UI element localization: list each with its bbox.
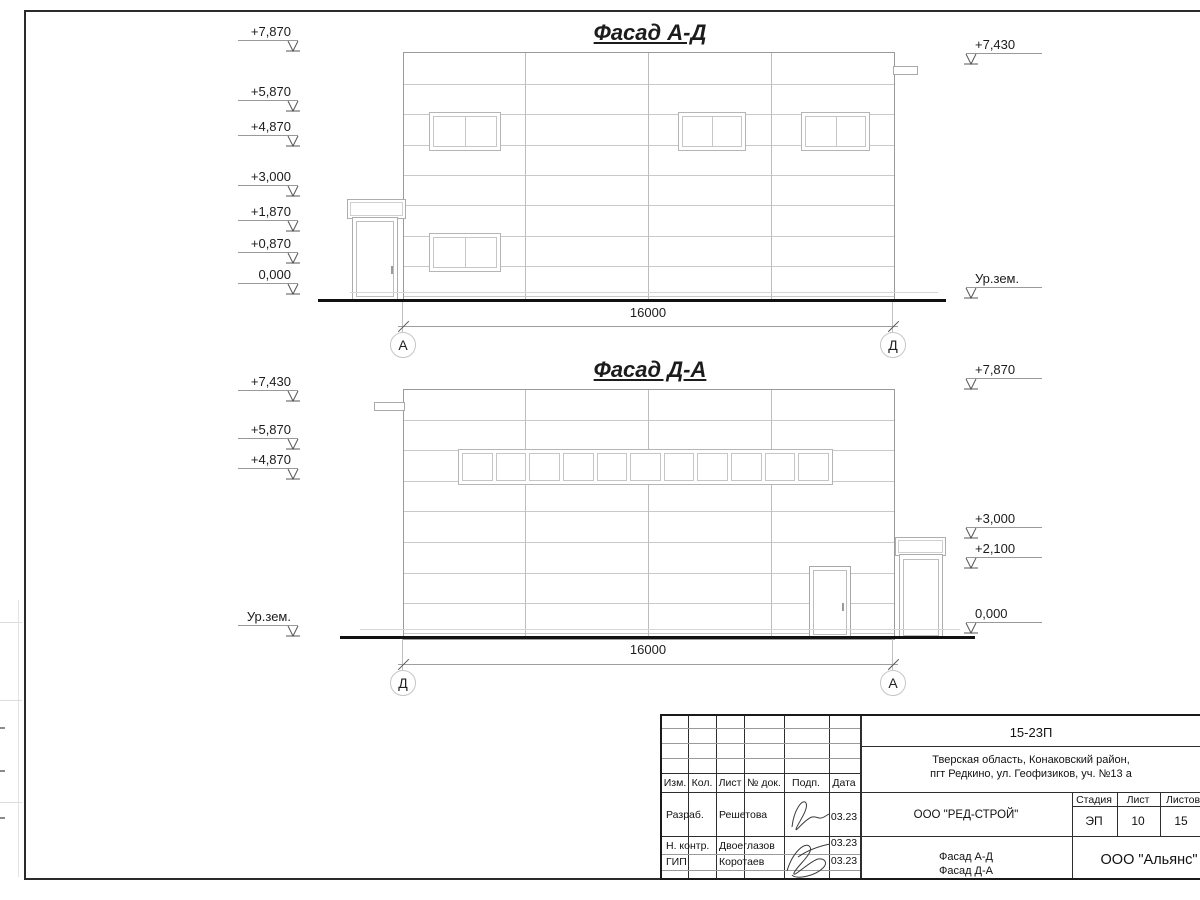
elevation-mark	[238, 268, 298, 284]
elevation-arrow-icon	[285, 390, 301, 403]
panel-joint	[525, 53, 526, 300]
ribbon-window-pane	[765, 453, 796, 481]
tb-col-list: Лист	[718, 777, 742, 789]
elevation-value: +7,870	[966, 363, 1042, 379]
elevation-mark	[238, 375, 298, 391]
facade-top-title: Фасад А-Д	[593, 20, 707, 45]
elevation-mark	[238, 610, 298, 626]
drain-pipe	[893, 66, 918, 75]
tb-col-podp: Подп.	[792, 777, 820, 789]
porch-door	[356, 221, 394, 297]
tb-org-customer: ООО "РЕД-СТРОЙ"	[913, 809, 1019, 821]
elevation-arrow-icon	[285, 625, 301, 638]
tb-date: 03.23	[830, 811, 858, 823]
left-strip-mark	[0, 727, 5, 729]
tb-sheets-label: Листов	[1165, 794, 1200, 806]
entry-door	[809, 566, 851, 637]
ground-line	[318, 299, 946, 302]
ribbon-window-pane	[462, 453, 493, 481]
door-handle	[391, 266, 393, 274]
axis-bubble: Д	[390, 670, 416, 696]
elevation-mark	[238, 423, 298, 439]
tb-date: 03.23	[830, 855, 858, 867]
facade-bottom-title: Фасад Д-А	[593, 357, 707, 382]
axis-bubble: Д	[880, 332, 906, 358]
tb-stage-value: ЭП	[1085, 814, 1103, 828]
elevation-arrow-icon	[285, 438, 301, 451]
dimension-line	[398, 664, 898, 665]
window	[678, 112, 746, 151]
plinth-line	[350, 292, 938, 293]
elevation-arrow-icon	[963, 287, 979, 300]
tb-role: Разраб.	[666, 809, 704, 821]
elevation-mark	[966, 607, 1042, 623]
siding-line	[404, 542, 894, 543]
window	[429, 112, 501, 151]
window	[801, 112, 870, 151]
elevation-mark	[966, 512, 1042, 528]
elevation-arrow-icon	[285, 283, 301, 296]
drain-pipe	[374, 402, 405, 411]
tb-name: Двоеглазов	[719, 840, 775, 852]
tb-role: ГИП	[666, 856, 687, 868]
panel-joint	[771, 53, 772, 300]
ribbon-window-pane	[496, 453, 527, 481]
left-strip-line	[0, 802, 22, 803]
dimension-value: 16000	[629, 305, 667, 320]
siding-line	[404, 420, 894, 421]
elevation-arrow-icon	[285, 252, 301, 265]
elevation-mark	[238, 85, 298, 101]
tb-name: Решетова	[719, 809, 768, 821]
porch-body	[352, 217, 398, 300]
elevation-arrow-icon	[963, 622, 979, 635]
ribbon-window-pane	[731, 453, 762, 481]
elevation-arrow-icon	[963, 557, 979, 570]
tb-doc-code: 15-23П	[1009, 725, 1053, 740]
panel-joint	[648, 390, 649, 639]
elevation-mark	[238, 453, 298, 469]
elevation-value: +7,870	[238, 25, 298, 41]
tb-sheet-label: Лист	[1126, 794, 1150, 806]
axis-bubble: А	[880, 670, 906, 696]
elevation-mark	[238, 120, 298, 136]
elevation-value: +0,870	[238, 237, 298, 253]
elevation-arrow-icon	[285, 135, 301, 148]
porch-door	[903, 559, 939, 636]
elevation-arrow-icon	[285, 220, 301, 233]
facade-bottom-building	[403, 389, 895, 640]
siding-line	[404, 84, 894, 85]
tb-col-izm: Изм.	[663, 777, 687, 789]
siding-line	[404, 296, 894, 297]
tb-address-line1: Тверская область, Конаковский район,	[932, 754, 1130, 766]
porch-body	[899, 554, 943, 639]
siding-line	[404, 205, 894, 206]
elevation-mark	[238, 205, 298, 221]
dimension-value: 16000	[629, 642, 667, 657]
elevation-arrow-icon	[285, 468, 301, 481]
plinth-line	[360, 629, 960, 630]
panel-joint	[648, 53, 649, 300]
elevation-value: Ур.зем.	[238, 610, 298, 626]
tb-stage-label: Стадия	[1076, 794, 1112, 806]
elevation-value: +1,870	[238, 205, 298, 221]
elevation-arrow-icon	[963, 378, 979, 391]
porch-canopy	[347, 199, 406, 219]
elevation-value: +4,870	[238, 453, 298, 469]
ribbon-window-pane	[597, 453, 628, 481]
tb-address-line2: пгт Редкино, ул. Геофизиков, уч. №13 а	[930, 768, 1132, 780]
elevation-mark	[966, 542, 1042, 558]
elevation-value: +5,870	[238, 85, 298, 101]
elevation-mark	[238, 237, 298, 253]
elevation-value: +3,000	[966, 512, 1042, 528]
siding-line	[404, 511, 894, 512]
elevation-mark	[966, 363, 1042, 379]
frame-left-border	[24, 10, 26, 880]
ribbon-window-pane	[630, 453, 661, 481]
ribbon-window	[458, 449, 833, 485]
tb-content-line2: Фасад Д-А	[938, 865, 994, 877]
ground-line	[340, 636, 975, 639]
elevation-value: +7,430	[238, 375, 298, 391]
tb-name: Коротаев	[719, 856, 765, 868]
tb-sheets-value: 15	[1174, 814, 1188, 828]
axis-bubble: А	[390, 332, 416, 358]
tb-sheet-value: 10	[1131, 814, 1145, 828]
elevation-arrow-icon	[285, 100, 301, 113]
tb-content-line1: Фасад А-Д	[938, 851, 994, 863]
door-handle	[842, 603, 844, 611]
ribbon-window-pane	[798, 453, 829, 481]
elevation-value: +7,430	[966, 38, 1042, 54]
elevation-mark	[238, 25, 298, 41]
signature	[782, 835, 832, 880]
elevation-arrow-icon	[285, 185, 301, 198]
elevation-arrow-icon	[285, 40, 301, 53]
dimension-line	[398, 326, 898, 327]
left-strip-line	[18, 600, 19, 877]
elevation-value: 0,000	[966, 607, 1042, 623]
elevation-arrow-icon	[963, 527, 979, 540]
left-strip-line	[0, 622, 22, 623]
elevation-value: +3,000	[238, 170, 298, 186]
left-strip-mark	[0, 817, 5, 819]
tb-col-kol: Кол.	[691, 777, 713, 789]
tb-col-data: Дата	[832, 777, 856, 789]
elevation-value: +2,100	[966, 542, 1042, 558]
facade-top-building	[403, 52, 895, 301]
signature	[786, 795, 830, 837]
panel-joint	[525, 390, 526, 639]
frame-top-border	[24, 10, 1200, 12]
elevation-mark	[238, 170, 298, 186]
tb-org-contractor: ООО "Альянс"	[1100, 852, 1198, 868]
left-strip-line	[0, 700, 22, 701]
title-block	[660, 714, 1200, 880]
left-strip-mark	[0, 770, 5, 772]
elevation-value: 0,000	[238, 268, 298, 284]
panel-joint	[771, 390, 772, 639]
elevation-arrow-icon	[963, 53, 979, 66]
siding-line	[404, 175, 894, 176]
tb-col-ndok: № док.	[747, 777, 781, 789]
elevation-mark	[966, 38, 1042, 54]
elevation-value: +5,870	[238, 423, 298, 439]
window	[429, 233, 501, 272]
elevation-mark	[966, 272, 1042, 288]
ribbon-window-pane	[697, 453, 728, 481]
tb-date: 03.23	[830, 837, 858, 849]
elevation-value: +4,870	[238, 120, 298, 136]
ribbon-window-pane	[529, 453, 560, 481]
elevation-value: Ур.зем.	[966, 272, 1042, 288]
tb-role: Н. контр.	[666, 840, 710, 852]
ribbon-window-pane	[563, 453, 594, 481]
ribbon-window-pane	[664, 453, 695, 481]
